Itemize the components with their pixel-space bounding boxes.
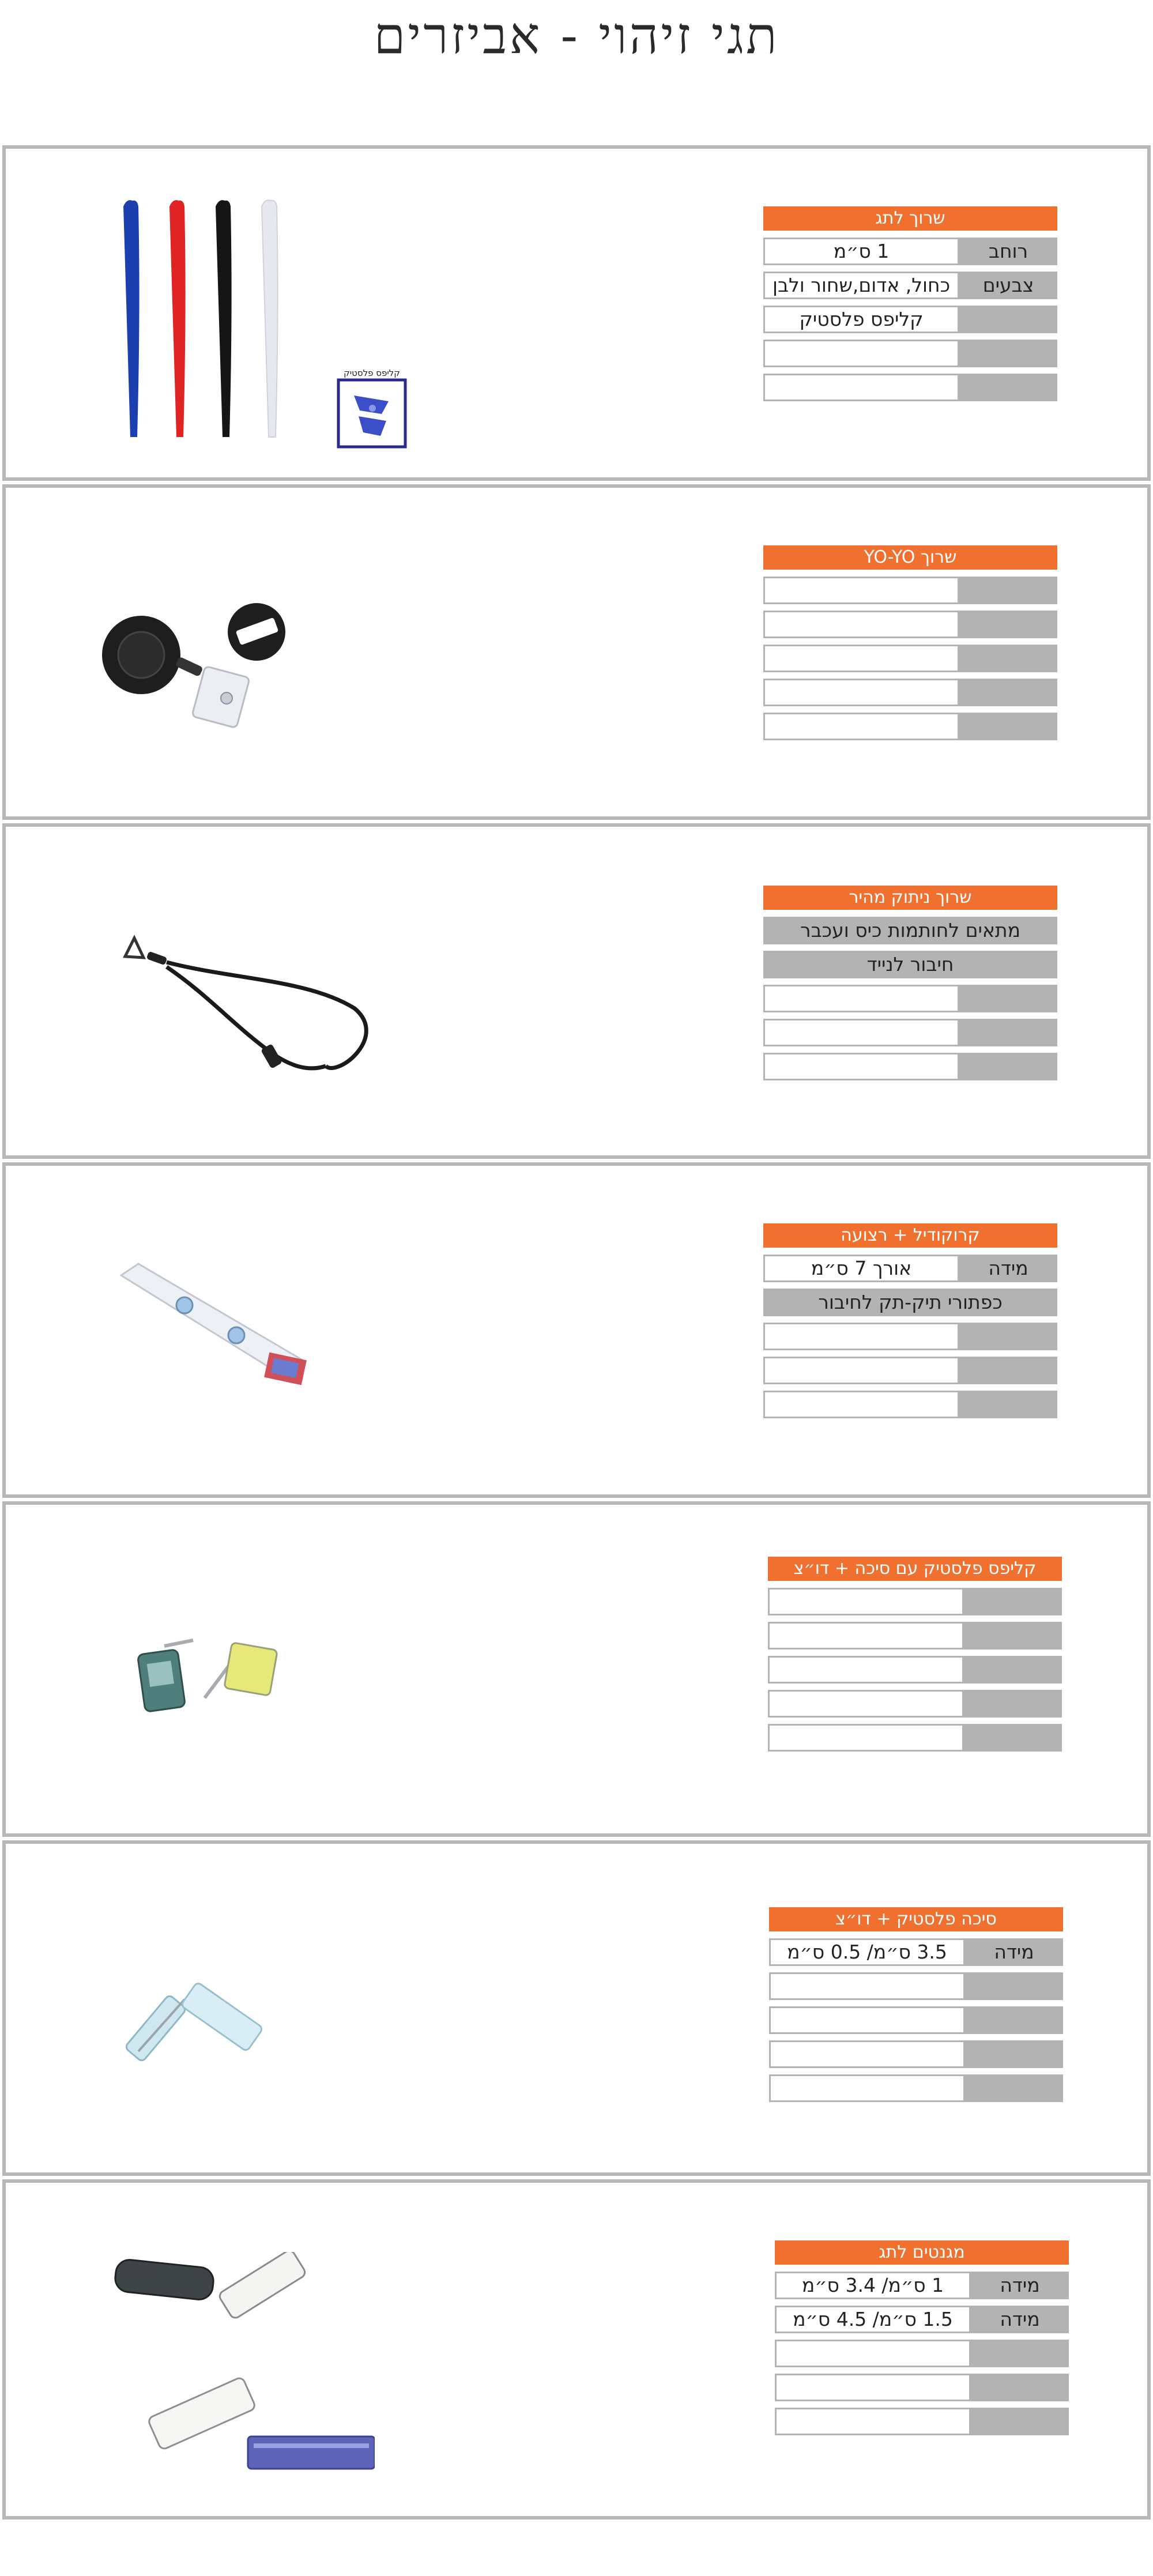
spec-row [768, 1588, 1062, 1615]
spec-label [959, 1391, 1057, 1418]
spec-value [763, 679, 959, 706]
spec-label [964, 1724, 1062, 1752]
spec-label [965, 1972, 1063, 2000]
spec-value [769, 2040, 965, 2068]
spec-row [769, 1938, 1063, 1966]
spec-value [775, 2408, 971, 2435]
spec-row [763, 577, 1057, 604]
spec-value [768, 1656, 964, 1684]
spec-value [763, 374, 959, 401]
spec-header: שרוך לתג [763, 206, 1057, 231]
spec-header: קרוקודיל + רצועה [763, 1223, 1057, 1248]
spec-value [768, 1724, 964, 1752]
spec-row [763, 306, 1057, 333]
spec-value: אורך 7 ס״מ [763, 1255, 959, 1282]
plastic-clip-icon [334, 368, 409, 451]
spec-full-row: חיבור לנייד [763, 951, 1057, 978]
spec-row [768, 1622, 1062, 1649]
spec-row [768, 1690, 1062, 1718]
spec-header: שרוך ניתוק מהיר [763, 886, 1057, 910]
spec-row [775, 2306, 1069, 2333]
spec-label: רוחב [959, 238, 1057, 265]
spec-label [965, 2040, 1063, 2068]
spec-header: קליפס פלסטיק עם סיכה + דו״צ [768, 1557, 1062, 1581]
breakaway-lanyard-icon [118, 922, 372, 1097]
spec-row [769, 2074, 1063, 2102]
spec-value [763, 713, 959, 740]
spec-full-row: כפתורי תיק-תק לחיבור [763, 1289, 1057, 1316]
spec-row [763, 1357, 1057, 1384]
magnet-icon [110, 2252, 375, 2485]
spec-table [763, 206, 1057, 408]
spec-row [763, 985, 1057, 1012]
spec-value [769, 2006, 965, 2034]
crocodile-clip-icon [115, 1252, 323, 1404]
spec-value [768, 1622, 964, 1649]
product-section-breakaway [2, 823, 1151, 1159]
spec-label: מידה [971, 2306, 1069, 2333]
spec-label [959, 374, 1057, 401]
spec-value [763, 1019, 959, 1046]
spec-row [763, 272, 1057, 299]
spec-value [763, 1357, 959, 1384]
spec-row [763, 1019, 1057, 1046]
spec-label [965, 2006, 1063, 2034]
product-section-yoyo [2, 484, 1151, 820]
spec-label [959, 1019, 1057, 1046]
spec-row [763, 1053, 1057, 1080]
spec-row [763, 611, 1057, 638]
spec-label [959, 306, 1057, 333]
product-section-magnets [2, 2179, 1151, 2519]
spec-header: סיכה פלסטיק + דו״צ [769, 1907, 1063, 1931]
spec-row [775, 2408, 1069, 2435]
spec-value [769, 1972, 965, 2000]
spec-table [763, 545, 1057, 747]
spec-label [959, 1323, 1057, 1350]
spec-full-row: מתאים לחותמות כיס ועכבר [763, 917, 1057, 944]
spec-value [763, 1053, 959, 1080]
spec-row [768, 1724, 1062, 1752]
spec-label [959, 1053, 1057, 1080]
spec-label [959, 679, 1057, 706]
spec-value [763, 1391, 959, 1418]
spec-row [763, 679, 1057, 706]
spec-value [763, 985, 959, 1012]
spec-label [959, 1357, 1057, 1384]
pin-clip-icon [130, 1635, 291, 1735]
spec-header: שרוך YO-YO [763, 545, 1057, 570]
spec-label [964, 1622, 1062, 1649]
plastic-pin-icon [121, 1965, 294, 2071]
product-section-pin-clip [2, 1501, 1151, 1837]
spec-value [763, 611, 959, 638]
spec-row [775, 2340, 1069, 2367]
spec-value [763, 1323, 959, 1350]
spec-value: 1 ס״מ [763, 238, 959, 265]
spec-label [959, 645, 1057, 672]
spec-table [775, 2240, 1069, 2442]
spec-row [763, 1391, 1057, 1418]
product-section-crocodile [2, 1162, 1151, 1498]
spec-label [964, 1588, 1062, 1615]
spec-label [971, 2340, 1069, 2367]
page-title: תגי זיהוי - אביזרים [374, 6, 779, 65]
spec-value [763, 340, 959, 367]
spec-header: מגנטים לתג [775, 2240, 1069, 2265]
spec-row [763, 1289, 1057, 1316]
spec-value: קליפס פלסטיק [763, 306, 959, 333]
spec-row [763, 951, 1057, 978]
yoyo-reel-icon [101, 603, 297, 750]
spec-row [769, 1972, 1063, 2000]
spec-value [763, 577, 959, 604]
spec-value [775, 2340, 971, 2367]
spec-row [769, 2006, 1063, 2034]
spec-value [769, 2074, 965, 2102]
spec-label [959, 340, 1057, 367]
spec-table [763, 1223, 1057, 1425]
product-section-lanyard [2, 145, 1151, 481]
spec-label: מידה [959, 1255, 1057, 1282]
spec-row [775, 2374, 1069, 2401]
spec-value [768, 1588, 964, 1615]
spec-label [971, 2374, 1069, 2401]
spec-label [965, 2074, 1063, 2102]
spec-value [763, 645, 959, 672]
spec-row [763, 1255, 1057, 1282]
spec-label: מידה [971, 2272, 1069, 2299]
spec-label [959, 713, 1057, 740]
spec-row [763, 645, 1057, 672]
spec-row [763, 340, 1057, 367]
spec-label: צבעים [959, 272, 1057, 299]
spec-value: 3.5 ס״מ/ 0.5 ס״מ [769, 1938, 965, 1966]
spec-row [775, 2272, 1069, 2299]
spec-label [971, 2408, 1069, 2435]
spec-value: כחול, אדום,שחור ולבן [763, 272, 959, 299]
spec-value [768, 1690, 964, 1718]
spec-value: 1.5 ס״מ/ 4.5 ס״מ [775, 2306, 971, 2333]
plastic-clip-caption: קליפס פלסטיק [344, 368, 400, 378]
spec-label: מידה [965, 1938, 1063, 1966]
spec-label [959, 985, 1057, 1012]
spec-table [768, 1557, 1062, 1758]
lanyard-illustration [115, 195, 288, 451]
spec-value [775, 2374, 971, 2401]
spec-row [763, 917, 1057, 944]
spec-table [769, 1907, 1063, 2108]
product-section-plastic-pin [2, 1840, 1151, 2176]
spec-label [959, 577, 1057, 604]
spec-row [763, 238, 1057, 265]
spec-label [959, 611, 1057, 638]
spec-row [763, 713, 1057, 740]
spec-label [964, 1656, 1062, 1684]
spec-row [763, 374, 1057, 401]
spec-table [763, 886, 1057, 1087]
spec-label [964, 1690, 1062, 1718]
spec-row [769, 2040, 1063, 2068]
spec-row [768, 1656, 1062, 1684]
spec-value: 1 ס״מ/ 3.4 ס״מ [775, 2272, 971, 2299]
spec-row [763, 1323, 1057, 1350]
